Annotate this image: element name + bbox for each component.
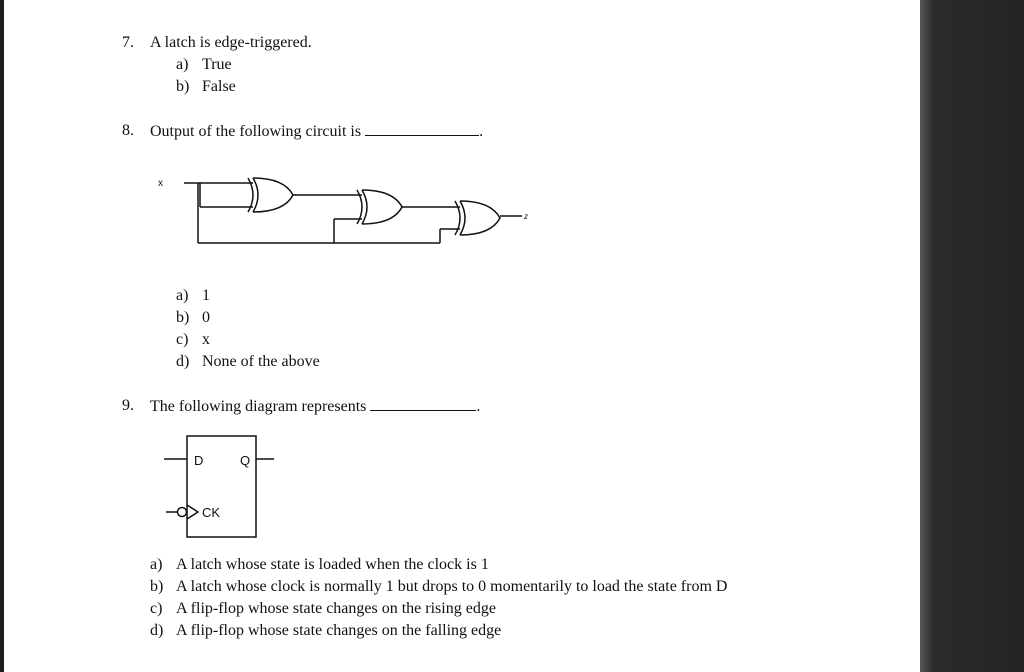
option-text: A flip-flop whose state changes on the rising edge <box>176 600 496 617</box>
question-number: 9. <box>122 397 134 414</box>
q-label: Q <box>240 453 251 468</box>
option-text: A flip-flop whose state changes on the falling edge <box>176 622 502 639</box>
option-letter: d) <box>176 353 190 370</box>
question-text: The following diagram represents <box>150 398 367 415</box>
option-text: False <box>202 78 236 95</box>
option-letter: b) <box>176 309 190 326</box>
d-label: D <box>194 453 204 468</box>
option-text: 0 <box>202 309 210 326</box>
option-letter: b) <box>176 78 190 95</box>
option-text: None of the above <box>202 353 320 370</box>
flip-flop-box <box>187 436 256 537</box>
inversion-bubble <box>178 508 187 517</box>
option-letter: d) <box>150 622 164 639</box>
question-number: 7. <box>122 34 134 51</box>
question-suffix: . <box>479 123 484 140</box>
document-page <box>4 0 920 672</box>
option-letter: c) <box>150 600 163 617</box>
clock-edge-triangle <box>187 505 198 519</box>
option-text: A latch whose clock is normally 1 but drops to 0 momentarily to load the state from D <box>176 578 728 595</box>
option-text: x <box>202 331 210 348</box>
option-letter: c) <box>176 331 189 348</box>
input-x-label: x <box>158 178 163 189</box>
right-window-shadow <box>920 0 1024 672</box>
ck-label: CK <box>202 505 221 520</box>
option-letter: a) <box>176 287 189 304</box>
option-text: A latch whose state is loaded when the clock is 1 <box>176 556 489 573</box>
option-text: 1 <box>202 287 210 304</box>
output-z-label: z <box>524 212 528 221</box>
option-text: True <box>202 56 232 73</box>
question-suffix: . <box>476 398 481 415</box>
question-text: A latch is edge-triggered. <box>150 34 312 51</box>
option-letter: a) <box>150 556 163 573</box>
question-text: Output of the following circuit is <box>150 123 362 140</box>
option-letter: a) <box>176 56 189 73</box>
option-letter: b) <box>150 578 164 595</box>
question-number: 8. <box>122 122 134 139</box>
